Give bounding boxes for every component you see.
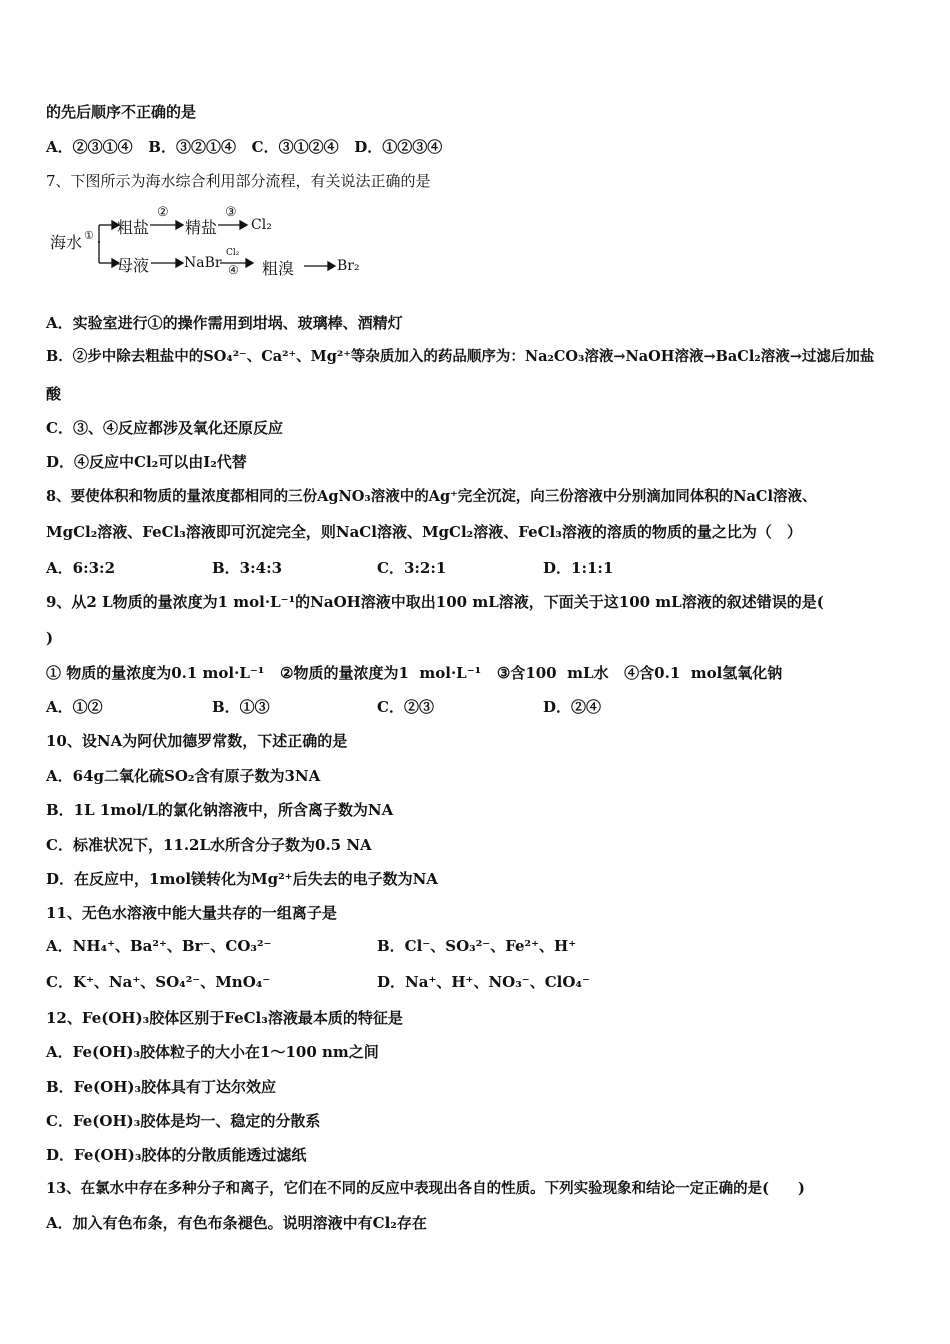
- q10-stem: 10、设NA为阿伏加德罗常数，下述正确的是: [46, 732, 348, 750]
- q7-option-c: C．③、④反应都涉及氧化还原反应: [46, 419, 283, 437]
- q9-option-b: B．①③: [212, 698, 270, 716]
- diagram-step3: ③: [225, 205, 237, 220]
- diagram-step2: ②: [157, 205, 169, 220]
- q9-stem: 9、从2 L物质的量浓度为1 mol·L⁻¹的NaOH溶液中取出100 mL溶液，下面关于这100 mL溶液的叙述错误的是(: [46, 593, 824, 611]
- q10-option-d: D．在反应中，1mol镁转化为Mg²⁺后失去的电子数为NA: [46, 870, 438, 888]
- q8-option-d: D．1:1:1: [543, 559, 614, 577]
- diagram-refined-salt: 精盐: [185, 218, 218, 237]
- diagram-reagent4: Cl₂: [226, 248, 240, 258]
- q8-stem: 8、要使体积和物质的量浓度都相同的三份AgNO₃溶液中的Ag⁺完全沉淀，向三份溶液中分别滴加同体积的NaCl溶液、: [46, 488, 817, 505]
- q12-option-a: A．Fe(OH)₃胶体粒子的大小在1～100 nm之间: [46, 1043, 379, 1061]
- diagram-crude-bromine: 粗溴: [262, 259, 295, 278]
- q9-option-d: D．②④: [543, 698, 602, 716]
- q7-option-d: D．④反应中Cl₂可以由I₂代替: [46, 453, 247, 471]
- q9-statements: ① 物质的量浓度为0.1 mol·L⁻¹ ②物质的量浓度为1 mol·L⁻¹ ③含100 mL水 ④含0.1 mol氢氧化钠: [46, 664, 783, 682]
- q10-option-b: B．1L 1mol/L的氯化钠溶液中，所含离子数为NA: [46, 801, 394, 819]
- q8-stem-cont: MgCl₂溶液、FeCl₃溶液即可沉淀完全，则NaCl溶液、MgCl₂溶液、FeCl₃溶液的溶质的物质的量之比为（ ）: [46, 523, 802, 541]
- q11-stem: 11、无色水溶液中能大量共存的一组离子是: [46, 904, 337, 922]
- q9-option-a: A．①②: [46, 698, 103, 716]
- diagram-step4: ④: [228, 263, 239, 277]
- diagram-crude-salt: 粗盐: [117, 218, 150, 237]
- q7-stem: 7、下图所示为海水综合利用部分流程，有关说法正确的是: [46, 172, 431, 190]
- diagram-seawater: 海水: [50, 233, 83, 252]
- q11-option-b: B．Cl⁻、SO₃²⁻、Fe²⁺、H⁺: [377, 937, 577, 955]
- q7-option-a: A．实验室进行①的操作需用到坩埚、玻璃棒、酒精灯: [46, 314, 403, 332]
- q12-option-d: D．Fe(OH)₃胶体的分散质能透过滤纸: [46, 1146, 307, 1164]
- q10-option-c: C．标准状况下，11.2L水所含分子数为0.5 NA: [46, 836, 372, 854]
- q6-options: A．②③①④ B．③②①④ C．③①②④ D．①②③④: [46, 138, 443, 156]
- q11-option-d: D．Na⁺、H⁺、NO₃⁻、ClO₄⁻: [377, 973, 590, 991]
- q10-option-a: A．64g二氧化硫SO₂含有原子数为3NA: [46, 767, 321, 785]
- q9-option-c: C．②③: [377, 698, 434, 716]
- q12-option-b: B．Fe(OH)₃胶体具有丁达尔效应: [46, 1078, 277, 1096]
- q8-option-b: B．3:4:3: [212, 559, 283, 577]
- q13-stem: 13、在氯水中存在多种分子和离子，它们在不同的反应中表现出各自的性质。下列实验现象和结论一定正确的是( ): [46, 1180, 805, 1197]
- q9-stem-cont: ): [46, 629, 54, 647]
- q11-option-a: A．NH₄⁺、Ba²⁺、Br⁻、CO₃²⁻: [46, 937, 272, 955]
- q8-option-a: A．6:3:2: [46, 559, 116, 577]
- diagram-nabr: NaBr: [184, 255, 222, 271]
- text-line: 的先后顺序不正确的是: [46, 103, 197, 121]
- q7-option-b: B．②步中除去粗盐中的SO₄²⁻、Ca²⁺、Mg²⁺等杂质加入的药品顺序为：Na₂CO₃溶液→NaOH溶液→BaCl₂溶液→过滤后加盐: [46, 348, 875, 365]
- q11-option-c: C．K⁺、Na⁺、SO₄²⁻、MnO₄⁻: [46, 973, 271, 991]
- diagram-br2: Br₂: [337, 258, 360, 274]
- q12-option-c: C．Fe(OH)₃胶体是均一、稳定的分散系: [46, 1112, 321, 1130]
- q8-option-c: C．3:2:1: [377, 559, 447, 577]
- diagram-cl2: Cl₂: [251, 217, 272, 233]
- q13-option-a: A．加入有色布条，有色布条褪色。说明溶液中有Cl₂存在: [46, 1214, 427, 1232]
- diagram-mother-liquor: 母液: [117, 256, 150, 275]
- q7-option-b-cont: 酸: [46, 385, 62, 403]
- q12-stem: 12、Fe(OH)₃胶体区别于FeCl₃溶液最本质的特征是: [46, 1009, 403, 1027]
- diagram-step1: ①: [84, 229, 94, 242]
